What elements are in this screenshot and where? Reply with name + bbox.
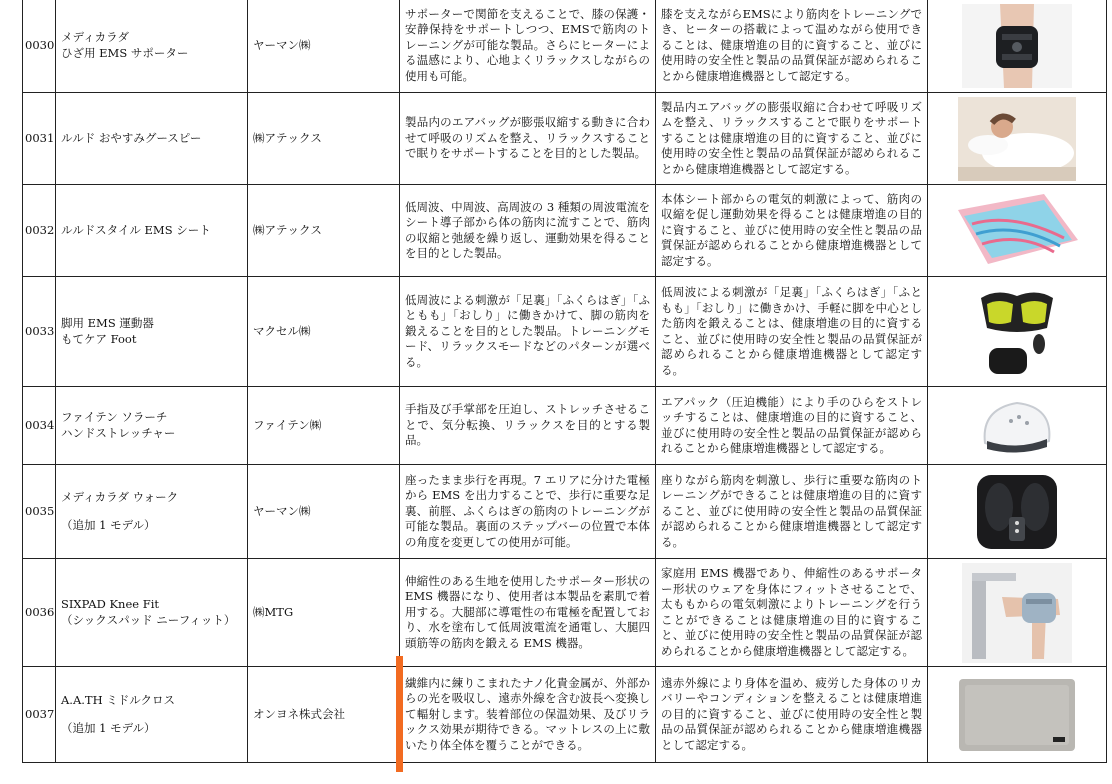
foot-ems-device-photo <box>967 282 1067 382</box>
certification-reason: エアパック（圧迫機能）により手のひらをストレッチすることは、健康増進の目的に資すること、並びに使用時の安全性と製品の品質保証が認められることから健康増進機器として認定する。 <box>656 387 928 465</box>
table-row <box>23 0 1107 93</box>
table-row <box>23 667 1107 763</box>
middle-cloth-photo <box>955 673 1079 757</box>
device-name-line2: ひざ用 EMS サポーター <box>61 45 189 60</box>
device-name-line1: SIXPAD Knee Fit <box>61 597 160 611</box>
device-id: 0037 <box>23 667 56 763</box>
goose-pillow-photo <box>958 97 1076 181</box>
manufacturer: ㈱MTG <box>248 559 400 667</box>
device-id: 0036 <box>23 559 56 667</box>
device-name <box>56 465 248 559</box>
product-purpose: サポーターで関節を支えることで、膝の保護・安静保持をサポートしつつ、EMSで筋肉のトレーニングが可能な製品。さらにヒーターによる温感により、心地よくリラックスしながらの使用も可能。 <box>400 0 656 93</box>
device-name-line1: ルルド おやすみグースピー <box>61 130 202 145</box>
product-purpose: 繊維内に練りこまれたナノ化貴金属が、外部からの光を吸収し、遠赤外線を含む波長へ変換して輻射します。装着部位の保温効果、及びリラックス効果が期待できる。マットレスの上に敷いたり体全体を覆うことができる。 <box>400 667 656 763</box>
certification-reason: 本体シート部からの電気的刺激によって、筋肉の収縮を促し運動効果を得ることは健康増進の目的に資すること、並びに使用時の安全性と製品の品質保証が認められることから健康増進機器として認定する。 <box>656 185 928 277</box>
product-purpose: 伸縮性のある生地を使用したサポーター形状の EMS 機器になり、使用者は本製品を素肌で着用する。大腿部に導電性の布電極を配置しており、水を塗布して低周波電流を通電し、大腿四頭筋等の筋肉を鍛える EMS 機器。 <box>400 559 656 667</box>
manufacturer: マクセル㈱ <box>248 277 400 387</box>
certification-reason: 製品内エアバッグの膨張収縮に合わせて呼吸リズムを整え、リラックスすることで眠りをサポートすることは健康増進の目的に資すること、並びに使用時の安全性と製品の品質保証が認められることから健康増進機器として認定する。 <box>656 93 928 185</box>
device-name-line1: 脚用 EMS 運動器 <box>61 316 154 330</box>
certification-reason: 遠赤外線により身体を温め、疲労した身体のリカバリーやコンディションを整えることは健康増進の目的に資すること、並びに使用時の安全性と製品の品質保証が認められることから健康増進機器として認定する。 <box>656 667 928 763</box>
product-purpose: 製品内のエアバッグが膨張収縮する動きに合わせて呼吸のリズムを整え、リラックスすることで眠りをサポートすることを目的とした製品。 <box>400 93 656 185</box>
manufacturer: ㈱アテックス <box>248 185 400 277</box>
device-name <box>56 559 248 667</box>
highlight-marker <box>396 656 403 772</box>
table-row <box>23 185 1107 277</box>
device-id: 0033 <box>23 277 56 387</box>
ems-sheet-photo <box>952 190 1082 272</box>
device-id: 0035 <box>23 465 56 559</box>
device-name-line2: もてケア Foot <box>61 331 137 346</box>
certification-reason: 低周波による刺激が「足裏」「ふくらはぎ」「ふともも」「おしり」に働きかけ、手軽に脚を中心とした筋肉を鍛えることは、健康増進の目的に資すること、並びに使用時の安全性と製品の品質保証が認められることから健康増進機器として認定する。 <box>656 277 928 387</box>
device-name-line1: メディカラダ <box>61 30 129 44</box>
device-name-line1: メディカラダ ウォーク <box>61 489 179 504</box>
product-purpose: 低周波、中周波、高周波の 3 種類の周波電流をシート導子部から体の筋肉に流すことで、筋肉の収縮と弛緩を繰り返し、運動効果を得ることを目的とした製品。 <box>400 185 656 277</box>
certified-devices-table <box>22 0 1107 763</box>
table-row <box>23 387 1107 465</box>
manufacturer: ㈱アテックス <box>248 93 400 185</box>
device-name <box>56 277 248 387</box>
device-id: 0032 <box>23 185 56 277</box>
manufacturer: オンヨネ株式会社 <box>248 667 400 763</box>
device-id: 0031 <box>23 93 56 185</box>
device-name-line2: （シックスパッド ニーフィット） <box>61 612 236 627</box>
manufacturer: ヤーマン㈱ <box>248 465 400 559</box>
device-name <box>56 93 248 185</box>
table-row <box>23 93 1107 185</box>
device-name <box>56 387 248 465</box>
device-name-line1: ファイテン ソラーチ <box>61 410 168 424</box>
product-purpose: 低周波による刺激が「足裏」「ふくらはぎ」「ふともも」「おしり」に働きかけて、脚の筋肉を鍛えることを目的とした製品。トレーニングモード、リラックスモードなどのパターンが選べる。 <box>400 277 656 387</box>
device-name <box>56 667 248 763</box>
knee-fit-photo <box>962 563 1072 663</box>
device-name-line2: （追加 1 モデル） <box>61 721 156 735</box>
product-purpose: 座ったまま歩行を再現。7 エリアに分けた電極から EMS を出力することで、歩行に重要な足裏、前脛、ふくらはぎの筋肉のトレーニングが可能な製品。裏面のステップバーの位置で本体の角度を変更しての使用が可能。 <box>400 465 656 559</box>
certification-reason: 膝を支えながらEMSにより筋肉をトレーニングでき、ヒーターの搭載によって温めながら使用できることは、健康増進の目的に資すること、並びに使用時の安全性と製品の品質保証が認められることから健康増進機器として認定する。 <box>656 0 928 93</box>
table-row <box>23 559 1107 667</box>
manufacturer: ファイテン㈱ <box>248 387 400 465</box>
table-row <box>23 277 1107 387</box>
device-id: 0030 <box>23 0 56 93</box>
device-name-line2: ハンドストレッチャー <box>61 425 176 440</box>
device-name <box>56 0 248 93</box>
table-row <box>23 465 1107 559</box>
hand-stretcher-photo <box>967 391 1067 461</box>
device-name-line1: ルルドスタイル EMS シート <box>61 222 211 237</box>
device-name-line2: （追加 1 モデル） <box>61 518 156 532</box>
device-name-line1: A.A.TH ミドルクロス <box>61 692 176 707</box>
product-purpose: 手指及び手掌部を圧迫し、ストレッチさせることで、気分転換、リラックスを目的とする製品。 <box>400 387 656 465</box>
certification-reason: 家庭用 EMS 機器であり、伸縮性のあるサポーター形状のウェアを身体にフィットさせることで、太ももからの電気刺激によりトレーニングを行うことができることは健康増進の目的に資すること、並びに使用時の安全性と製品の品質保証が認められることから健康増進機器として認定する。 <box>656 559 928 667</box>
knee-ems-supporter-photo <box>962 4 1072 88</box>
manufacturer: ヤーマン㈱ <box>248 0 400 93</box>
device-name <box>56 185 248 277</box>
certification-reason: 座りながら筋肉を刺激し、歩行に重要な筋肉のトレーニングができることは健康増進の目的に資すること、並びに使用時の安全性と製品の品質保証が認められることから健康増進機器として認定する。 <box>656 465 928 559</box>
walk-ems-pad-photo <box>971 469 1063 555</box>
device-id: 0034 <box>23 387 56 465</box>
